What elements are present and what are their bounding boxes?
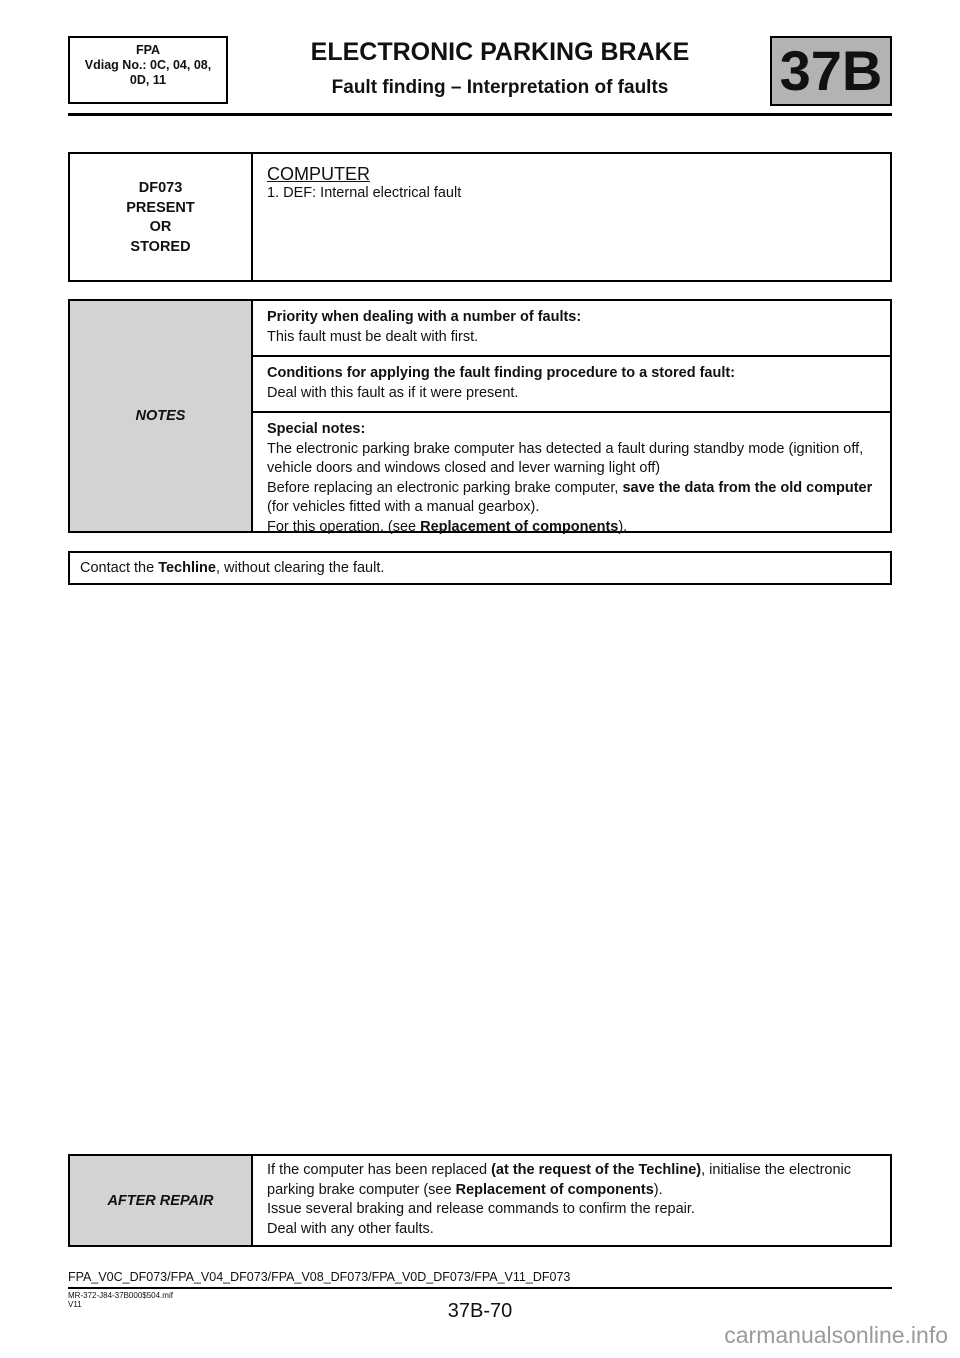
section-code-badge: 37B <box>770 36 892 106</box>
notes-label-cell <box>70 301 253 531</box>
conditions-text: Deal with this fault as if it were present. <box>267 384 519 401</box>
after-repair-label: AFTER REPAIR <box>107 1192 214 1209</box>
page-number: 37B-70 <box>447 1300 513 1322</box>
conditions-title: Conditions for applying the fault finding procedure to a stored fault: <box>267 365 736 381</box>
fault-description-cell <box>253 154 890 280</box>
priority-title: Priority when dealing with a number of faults: <box>267 309 582 325</box>
special-text-3-post: ). <box>618 518 628 535</box>
after-repair-label-cell <box>70 1156 253 1245</box>
priority-note <box>253 301 890 357</box>
after-repair-text-2: Issue several braking and release commands to confirm the repair. <box>267 1201 695 1217</box>
fault-status-stored: STORED <box>130 238 191 255</box>
contact-techline: Techline <box>158 560 216 576</box>
after-repair-text-3: Deal with any other faults. <box>267 1220 434 1237</box>
contact-instruction <box>70 553 890 583</box>
after-repair-components: Replacement of components <box>455 1181 654 1198</box>
vehicle-code: FPA <box>135 43 161 57</box>
footer-divider <box>68 1287 892 1289</box>
watermark: carmanualsonline.info <box>724 1322 948 1348</box>
special-text-1: The electronic parking brake computer has detected a fault during standby mode (ignition off, vehicle doors and windows closed and lever warning light off) <box>267 440 864 476</box>
mif-filename: MR-372-J84-37B000$504.mif <box>68 1291 173 1300</box>
after-repair-table <box>68 1154 892 1247</box>
after-repair-mid: , initialise the electronic parking brake computer (see <box>267 1162 852 1198</box>
special-text-2 <box>267 479 876 518</box>
contact-pre: Contact the <box>80 560 159 576</box>
fault-status-present: PRESENT <box>126 199 195 216</box>
special-note <box>253 413 890 545</box>
conditions-note <box>253 357 890 413</box>
after-repair-pre: If the computer has been replaced <box>267 1162 492 1178</box>
special-text-2-bold: save the data from the old computer <box>622 479 873 496</box>
notes-table <box>68 299 892 533</box>
special-text-3-pre: For this operation, (see <box>267 518 421 535</box>
notes-label: NOTES <box>135 408 186 424</box>
vehicle-info-box <box>68 36 228 104</box>
version-label: V11 <box>68 1300 82 1309</box>
fault-status-or: OR <box>149 219 172 235</box>
page-subtitle: Fault finding – Interpretation of faults <box>331 77 669 98</box>
header-divider <box>68 113 892 116</box>
after-repair-content <box>253 1156 890 1245</box>
vdiag-line1: Vdiag No.: 0C, 04, 08, <box>84 58 212 72</box>
special-text-2-pre: Before replacing an electronic parking brake computer, <box>267 479 623 496</box>
priority-text: This fault must be dealt with first. <box>267 328 479 345</box>
after-repair-text-1 <box>267 1161 876 1200</box>
special-text-2-post: (for vehicles fitted with a manual gearbox). <box>267 499 540 515</box>
fault-status-cell <box>70 154 253 280</box>
document-reference: FPA_V0C_DF073/FPA_V04_DF073/FPA_V08_DF073/FPA_V0D_DF073/FPA_V11_DF073 <box>68 1270 571 1284</box>
special-title: Special notes: <box>267 421 366 437</box>
contact-post: , without clearing the fault. <box>215 560 385 576</box>
fault-definition: 1. DEF: Internal electrical fault <box>267 185 462 201</box>
after-repair-end: ). <box>653 1181 663 1198</box>
fault-code: DF073 <box>138 180 183 196</box>
page-title: ELECTRONIC PARKING BRAKE <box>310 38 690 66</box>
after-repair-techline: (at the request of the Techline) <box>491 1162 702 1178</box>
component-title: COMPUTER <box>267 164 370 184</box>
notes-content <box>253 301 890 535</box>
vdiag-line2: 0D, 11 <box>129 73 167 87</box>
special-text-3-link: Replacement of components <box>420 518 619 535</box>
special-text-3 <box>267 518 876 538</box>
contact-instruction-box <box>68 551 892 585</box>
fault-definition-table <box>68 152 892 282</box>
